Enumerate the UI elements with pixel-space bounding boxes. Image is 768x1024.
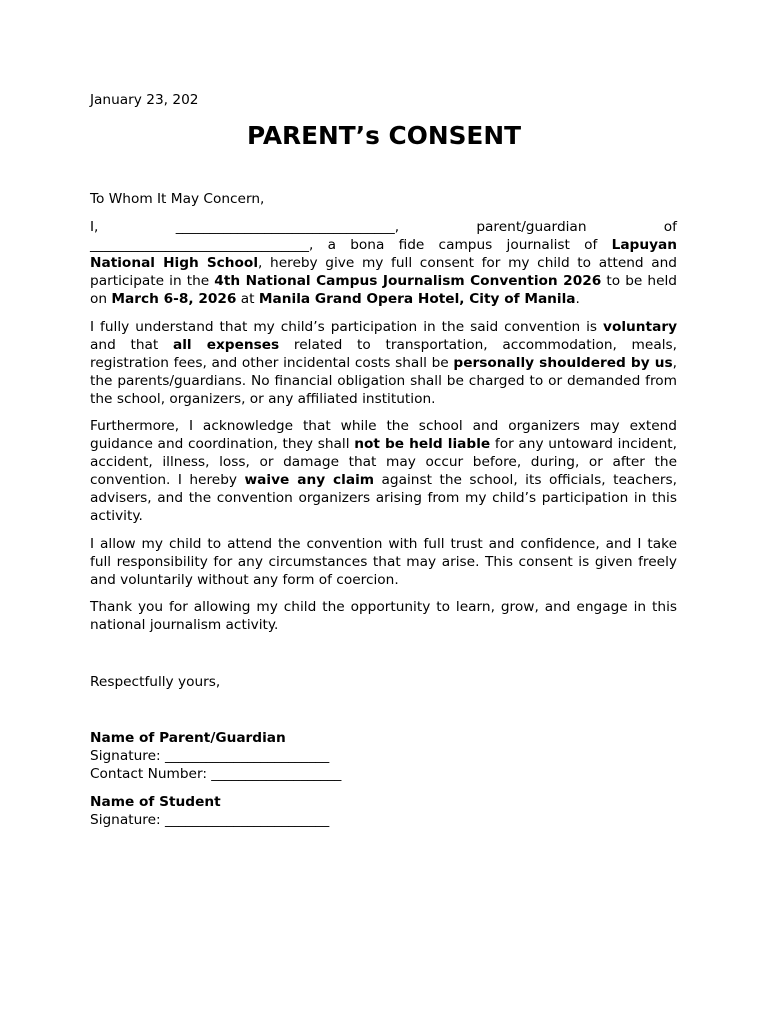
text-segment: , the parents/guardians. No financial obligation shall be charged to or demanded from the school, organizers, or any affiliated institution. bbox=[90, 354, 677, 407]
text-segment: . bbox=[575, 290, 580, 307]
closing: Respectfully yours, bbox=[90, 674, 221, 690]
parent-signature-line: Signature: ________________________ bbox=[90, 747, 330, 764]
parent-name-blank: ________________________________ bbox=[175, 219, 395, 235]
text-segment: , parent/guardian of bbox=[394, 219, 677, 235]
paragraph-thanks: Thank you for allowing my child the opportunity to learn, grow, and engage in this national journalism activity. bbox=[90, 599, 677, 633]
text-segment: and that bbox=[90, 336, 173, 353]
bold-segment: waive any claim bbox=[244, 471, 375, 488]
paragraph-consent bbox=[90, 219, 677, 309]
bold-segment: not be held liable bbox=[354, 435, 491, 452]
paragraph-expenses bbox=[90, 319, 677, 409]
text-segment: against the school, its officials, teachers, advisers, and the convention organizers arising from my child’s participation in this activity. bbox=[90, 471, 677, 524]
bold-segment: voluntary bbox=[603, 319, 677, 335]
student-signature-block bbox=[90, 794, 677, 830]
student-name-blank: ________________________________ bbox=[90, 236, 309, 253]
bold-segment: all expenses bbox=[172, 336, 280, 353]
bold-segment: personally shouldered by us bbox=[453, 354, 673, 371]
text-segment: to be held on bbox=[90, 272, 678, 307]
text-segment: , hereby give my full consent for my child to attend and participate in the bbox=[90, 254, 677, 289]
document-title: PARENT’s CONSENT bbox=[246, 121, 522, 150]
text-segment: , a bona fide campus journalist of bbox=[309, 236, 612, 253]
event-dates: March 6-8, 2026 bbox=[111, 290, 237, 307]
text-segment: related to transportation, accommodation, meals, registration fees, and other incidental costs shall be bbox=[90, 336, 677, 371]
parent-signature-block bbox=[90, 730, 677, 784]
text-segment: at bbox=[236, 290, 259, 307]
event-name: 4th National Campus Journalism Convention 2026 bbox=[214, 272, 602, 289]
school-name: Lapuyan National High School bbox=[90, 236, 677, 271]
text-segment: Furthermore, I acknowledge that while the school and organizers may extend guidance and coordination, they shall bbox=[90, 418, 677, 452]
paragraph-liability bbox=[90, 418, 677, 525]
text-segment: I fully understand that my child’s participation in the said convention is bbox=[90, 319, 604, 335]
text-segment: for any untoward incident, accident, illness, loss, or damage that may occur before, during, or after the convention. I hereby bbox=[90, 435, 677, 488]
student-heading: Name of Student bbox=[90, 794, 221, 810]
text-segment: I, bbox=[90, 219, 176, 235]
salutation: To Whom It May Concern, bbox=[90, 191, 265, 207]
letter-date: January 23, 202 bbox=[90, 92, 199, 108]
paragraph-permission: I allow my child to attend the convention with full trust and confidence, and I take full responsibility for any circumstances that may arise. This consent is given freely and voluntarily without any form of coercion. bbox=[90, 536, 677, 588]
event-venue: Manila Grand Opera Hotel, City of Manila bbox=[258, 290, 576, 307]
student-signature-line: Signature: ________________________ bbox=[90, 811, 330, 828]
parent-contact-line: Contact Number: ___________________ bbox=[90, 765, 342, 782]
parent-heading: Name of Parent/Guardian bbox=[90, 730, 286, 746]
